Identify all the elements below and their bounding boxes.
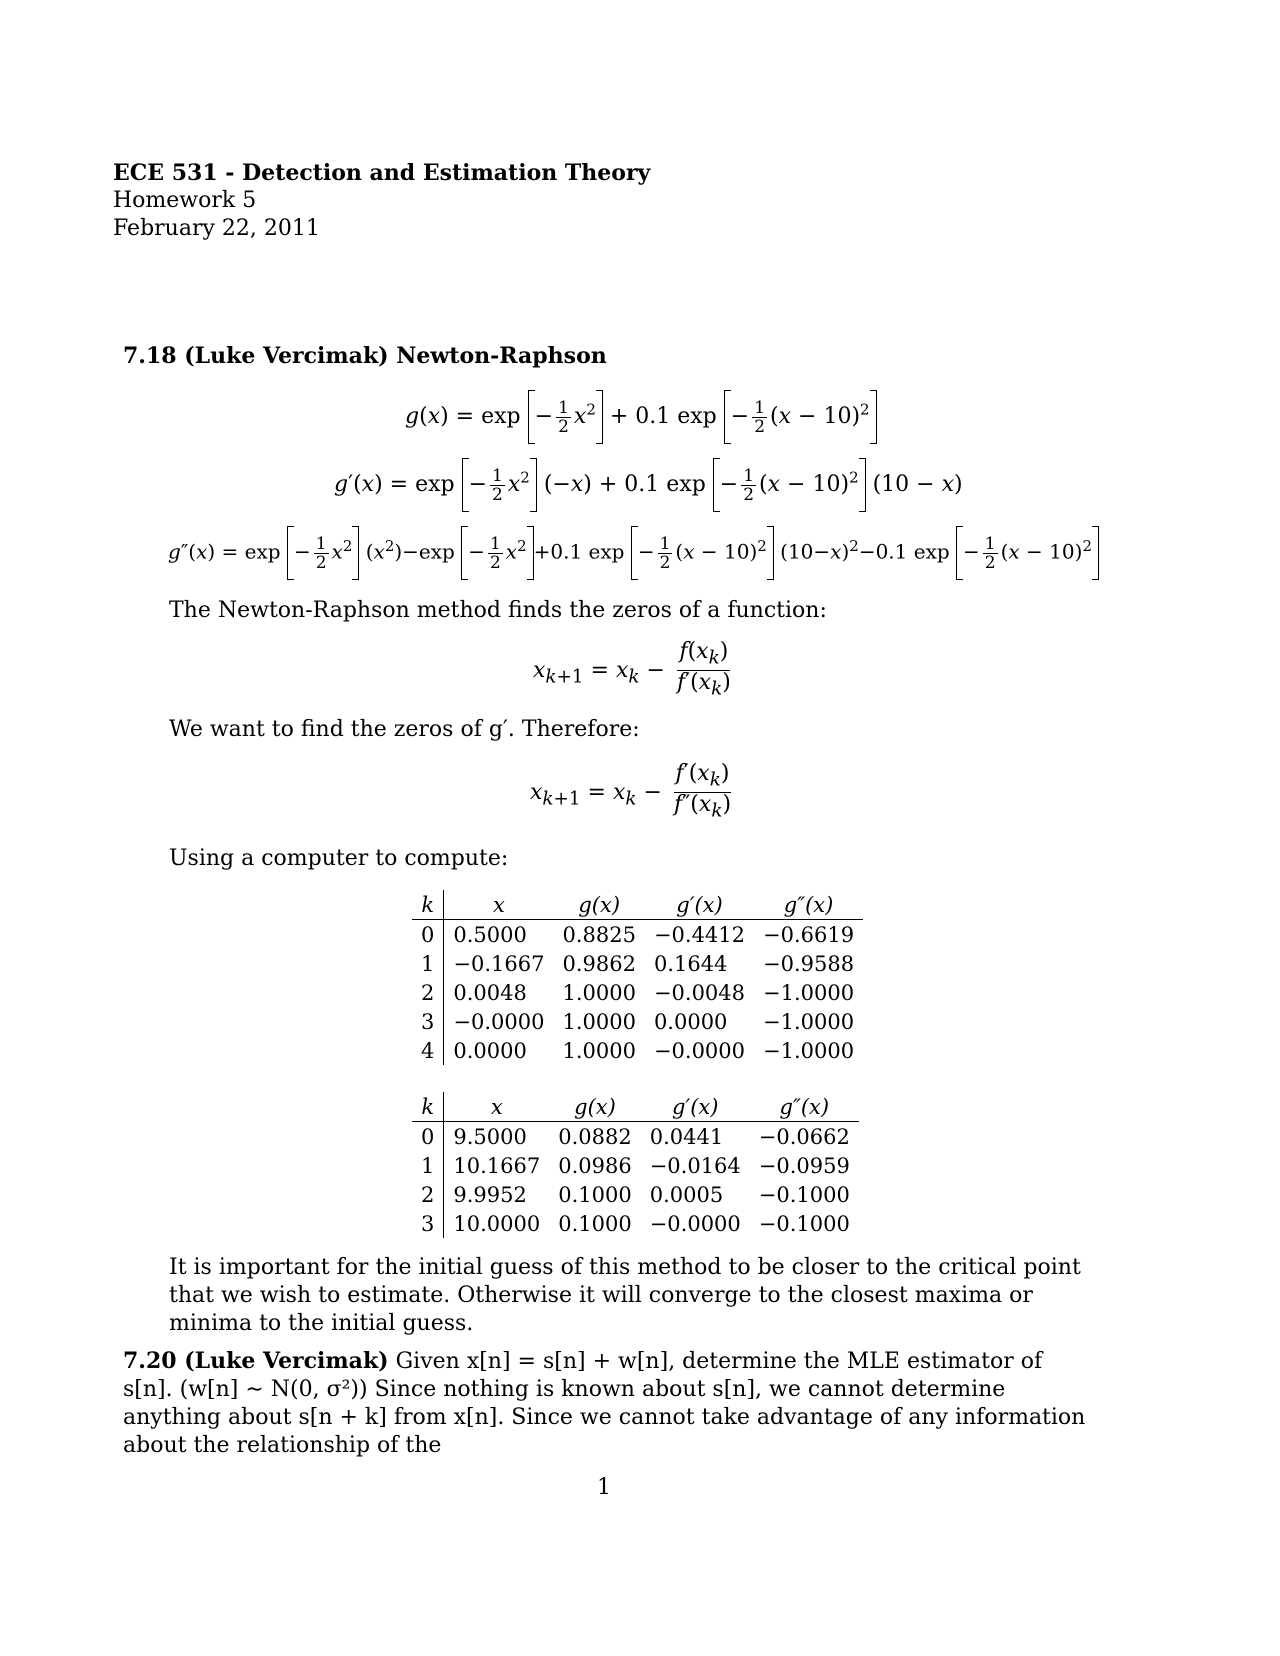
conclusion-paragraph: It is important for the initial guess of this method to be closer to the critical point that we wish to estimate. Otherwise it will converge to the closest maxima or minima to the initial guess. <box>169 1255 1081 1336</box>
section-7-20-body: Given x[n] = s[n] + w[n], determine the MLE estimator of s[n]. (w[n] ∼ N(0, σ²)) Since nothing is known about s[n], we cannot determine anything about s[n + k] from x[n]. Since we cannot take advantage of any information about the relationship of the <box>123 1349 1086 1458</box>
cell-k: 2 <box>412 1180 444 1209</box>
newton-table-initial-0-5 <box>412 890 863 1065</box>
section-title-7-20: 7.20 (Luke Vercimak) <box>123 1348 389 1374</box>
col-header-k: k <box>412 1092 444 1122</box>
cell-x: −0.0000 <box>453 1009 545 1034</box>
section-title-7-18: 7.18 (Luke Vercimak) Newton-Raphson <box>123 343 607 369</box>
cell-k: 1 <box>412 1151 444 1180</box>
cell-g-double-prime: −0.0959 <box>758 1153 850 1178</box>
col-header-k: k <box>412 890 444 920</box>
cell-g-prime: −0.0048 <box>653 980 746 1005</box>
equation-g: g(x) = exp − $\frac{1}{2}$ $x^2 + 0.1$ exp − $\frac{1}{2}$ $(x - 10)^2$ <box>405 390 877 444</box>
cell-k: 0 <box>412 920 444 950</box>
table-row <box>412 1007 863 1036</box>
col-header-g: g(x) <box>553 890 644 920</box>
cell-g-prime: 0.0005 <box>649 1182 724 1207</box>
cell-k: 0 <box>412 1122 444 1152</box>
document-date: February 22, 2011 <box>113 216 320 241</box>
table-row <box>412 1209 859 1238</box>
homework-label: Homework 5 <box>113 188 257 213</box>
cell-x: 10.0000 <box>453 1211 541 1236</box>
cell-g-double-prime: −0.9588 <box>763 951 855 976</box>
equation-newton-update-derivative: $x_{k+1} = x_k$ − $\frac{f'(x_k)}{f''(x_k)}$ <box>530 761 732 822</box>
col-header-g-prime: g′(x) <box>641 1092 750 1122</box>
cell-g: 1.0000 <box>562 980 636 1005</box>
table-header-row <box>412 1092 859 1122</box>
cell-g-prime: −0.0000 <box>649 1211 741 1236</box>
col-header-x: x <box>444 1092 549 1122</box>
cell-g-double-prime: −1.0000 <box>763 980 855 1005</box>
cell-g-double-prime: −0.0662 <box>758 1124 850 1149</box>
col-header-g-prime: g′(x) <box>645 890 754 920</box>
cell-g: 0.9862 <box>562 951 636 976</box>
cell-k: 4 <box>412 1036 444 1065</box>
cell-x: 9.5000 <box>453 1124 527 1149</box>
cell-x: −0.1667 <box>453 951 545 976</box>
col-header-g: g(x) <box>549 1092 640 1122</box>
cell-g: 0.0986 <box>558 1153 632 1178</box>
equation-g-prime: g′(x) = exp − $\frac{1}{2}$ $x^2$ (−x) + 0.1 exp − $\frac{1}{2}$ $(x - 10)^2$ (10 − x) <box>334 458 963 512</box>
cell-g-prime: −0.0164 <box>649 1153 741 1178</box>
cell-g-prime: 0.0441 <box>649 1124 724 1149</box>
page-number: 1 <box>597 1475 611 1500</box>
cell-x: 0.0000 <box>453 1038 527 1063</box>
cell-k: 3 <box>412 1209 444 1238</box>
cell-g: 0.8825 <box>562 922 636 947</box>
cell-g-prime: 0.1644 <box>653 951 728 976</box>
cell-g-prime: −0.0000 <box>653 1038 746 1063</box>
col-header-g-double-prime: g″(x) <box>754 890 863 920</box>
table-header-row <box>412 890 863 920</box>
cell-x: 10.1667 <box>453 1153 541 1178</box>
col-header-g-double-prime: g″(x) <box>750 1092 859 1122</box>
table-row <box>412 920 863 950</box>
cell-x: 0.5000 <box>453 922 527 947</box>
cell-x: 0.0048 <box>453 980 527 1005</box>
cell-g-double-prime: −1.0000 <box>763 1009 855 1034</box>
table-row <box>412 978 863 1007</box>
table-row <box>412 1180 859 1209</box>
cell-g: 0.1000 <box>558 1182 632 1207</box>
equation-newton-update: $x_{k+1} = x_k$ − $\frac{f(x_k)}{f'(x_k)}$ <box>533 639 731 700</box>
cell-k: 1 <box>412 949 444 978</box>
cell-g-prime: 0.0000 <box>653 1009 728 1034</box>
table-row <box>412 1036 863 1065</box>
newton-table-initial-9-5 <box>412 1092 859 1238</box>
compute-text: Using a computer to compute: <box>169 846 509 871</box>
cell-x: 9.9952 <box>453 1182 527 1207</box>
table-row <box>412 1122 859 1152</box>
cell-g-double-prime: −0.6619 <box>763 922 855 947</box>
newton-raphson-intro: The Newton-Raphson method finds the zeros of a function: <box>169 598 827 623</box>
cell-k: 2 <box>412 978 444 1007</box>
section-7-20 <box>123 1347 1089 1460</box>
cell-g: 1.0000 <box>562 1009 636 1034</box>
document-title: ECE 531 - Detection and Estimation Theory <box>113 160 651 186</box>
cell-g-double-prime: −0.1000 <box>758 1182 850 1207</box>
table-row <box>412 949 863 978</box>
want-zeros-text: We want to find the zeros of g′. Therefore: <box>169 717 640 742</box>
cell-g: 1.0000 <box>562 1038 636 1063</box>
col-header-x: x <box>444 890 554 920</box>
cell-g-double-prime: −0.1000 <box>758 1211 850 1236</box>
cell-g-double-prime: −1.0000 <box>763 1038 855 1063</box>
cell-k: 3 <box>412 1007 444 1036</box>
cell-g: 0.1000 <box>558 1211 632 1236</box>
cell-g: 0.0882 <box>558 1124 632 1149</box>
cell-g-prime: −0.4412 <box>653 922 746 947</box>
equation-g-double-prime: g″(x) = exp − $\frac{1}{2}$ $x^2$ $(x^2)-\exp$ − $\frac{1}{2}$ $x^2 +0.1$ exp − $\frac{1}{2}$ $(x - 10)^2$ $(10-x)^2-0.1$ exp − $\frac{1}{2}$ $(x - 10)^2$ <box>168 526 1099 580</box>
table-row <box>412 1151 859 1180</box>
